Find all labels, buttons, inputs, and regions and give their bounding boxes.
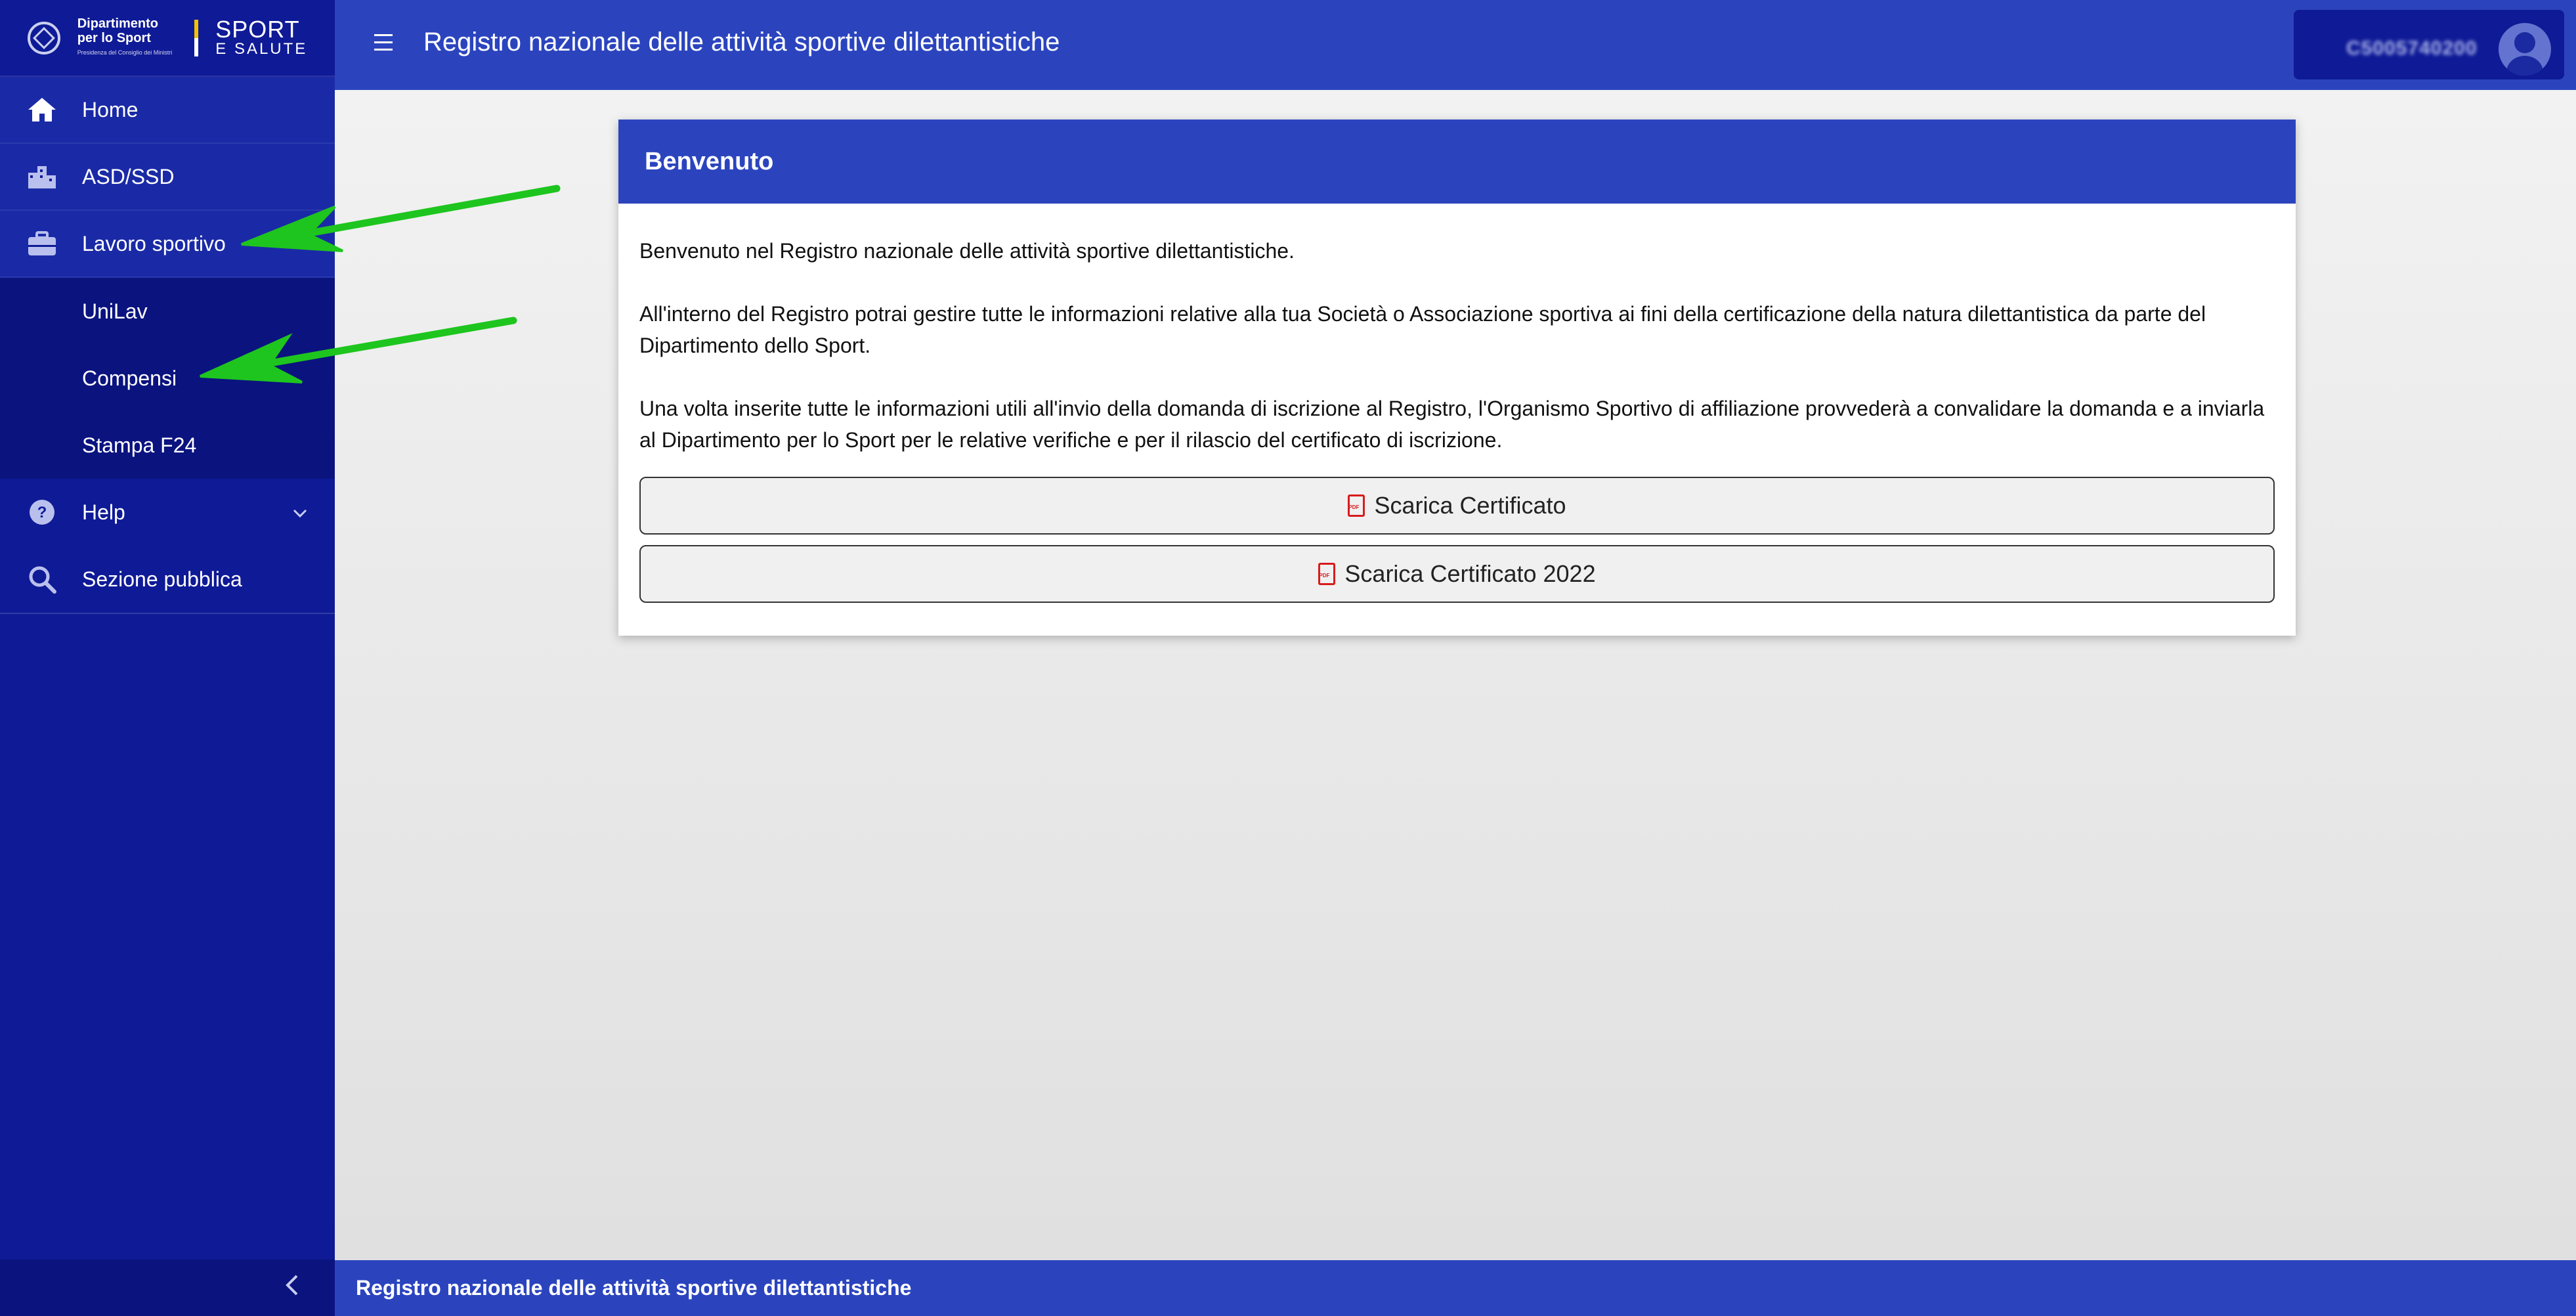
procedure-paragraph: Una volta inserite tutte le informazioni utili all'invio della domanda di iscrizione al Registro, l'Organismo Sportivo di affiliazione provvederà a convalidare la domanda e a inviarla al Dipartimento per lo Sport per le relative verifiche e per il rilascio del certificato di iscrizione.: [639, 397, 2265, 452]
footer-text: Registro nazionale delle attività sportive dilettantistiche: [356, 1276, 912, 1300]
menu-icon[interactable]: [374, 34, 393, 53]
info-paragraph: All'interno del Registro potrai gestire tutte le informazioni relative alla tua Società o Associazione sportiva ai fini della certificazione della natura dilettantistica da parte del Dipartimento dello Sport.: [639, 302, 2206, 357]
buildings-icon: [26, 161, 58, 192]
sidebar-nav: [0, 77, 335, 613]
sport-salute-logo: [215, 15, 308, 58]
user-code: C5005740200: [2346, 37, 2478, 59]
sport-logo-line-2: E SALUTE: [215, 39, 308, 58]
sidebar-collapse-button[interactable]: [0, 1260, 335, 1316]
emblem-icon: [28, 22, 60, 55]
card-title: Benvenuto: [618, 120, 2296, 204]
sidebar-divider: [0, 613, 335, 614]
chevron-left-icon: [284, 1271, 299, 1304]
pdf-icon: [1318, 563, 1335, 585]
briefcase-icon: [26, 228, 58, 259]
sidebar-item-label: Sezione pubblica: [82, 567, 242, 591]
sidebar-item-label: ASD/SSD: [82, 164, 175, 188]
sport-logo-line-1: SPORT: [215, 15, 300, 43]
sidebar-item-sezione-pubblica[interactable]: [0, 546, 335, 613]
pdf-icon: [1348, 494, 1365, 517]
sidebar-item-lavoro-sportivo[interactable]: [0, 211, 335, 278]
card-body: [618, 204, 2296, 603]
sidebar-item-label: Compensi: [82, 366, 177, 390]
button-label: Scarica Certificato: [1374, 492, 1566, 519]
sidebar-item-label: Lavoro sportivo: [82, 231, 226, 255]
top-bar: [335, 0, 2576, 90]
sidebar-item-unilav[interactable]: [0, 278, 335, 345]
sidebar-item-asd-ssd[interactable]: [0, 144, 335, 211]
sidebar-item-compensi[interactable]: [0, 345, 335, 412]
search-icon: [26, 563, 58, 595]
brand-logo[interactable]: [0, 0, 335, 77]
sidebar-item-home[interactable]: [0, 77, 335, 144]
button-label: Scarica Certificato 2022: [1344, 560, 1596, 587]
sidebar: [0, 0, 335, 1316]
department-line-1: Dipartimento: [77, 16, 159, 31]
welcome-paragraph: Benvenuto nel Registro nazionale delle attività sportive dilettantistiche.: [639, 239, 1295, 263]
main-content: [335, 90, 2576, 1260]
sidebar-item-stampa-f24[interactable]: [0, 412, 335, 479]
home-icon: [26, 94, 58, 125]
sidebar-item-label: Home: [82, 97, 139, 121]
sidebar-item-label: Stampa F24: [82, 433, 197, 457]
help-circle-icon: [26, 496, 58, 528]
footer: [335, 1260, 2576, 1316]
department-subtitle: Presidenza del Consiglio dei Ministri: [77, 49, 173, 56]
chevron-down-icon[interactable]: [293, 502, 307, 523]
avatar: [2499, 23, 2551, 76]
sidebar-item-label: Help: [82, 500, 125, 524]
page-title: Registro nazionale delle attività sportive dilettantistiche: [423, 28, 1060, 56]
department-name: [77, 16, 173, 60]
download-certificate-2022-button[interactable]: [639, 545, 2275, 603]
sidebar-item-label: UniLav: [82, 299, 148, 323]
department-line-2: per lo Sport: [77, 30, 151, 45]
sidebar-item-help[interactable]: [0, 479, 335, 546]
svg-text:?: ?: [37, 504, 47, 521]
brand-divider: [194, 20, 198, 56]
download-certificate-button[interactable]: [639, 477, 2275, 535]
user-menu[interactable]: [2294, 10, 2564, 79]
welcome-card: [618, 120, 2296, 636]
